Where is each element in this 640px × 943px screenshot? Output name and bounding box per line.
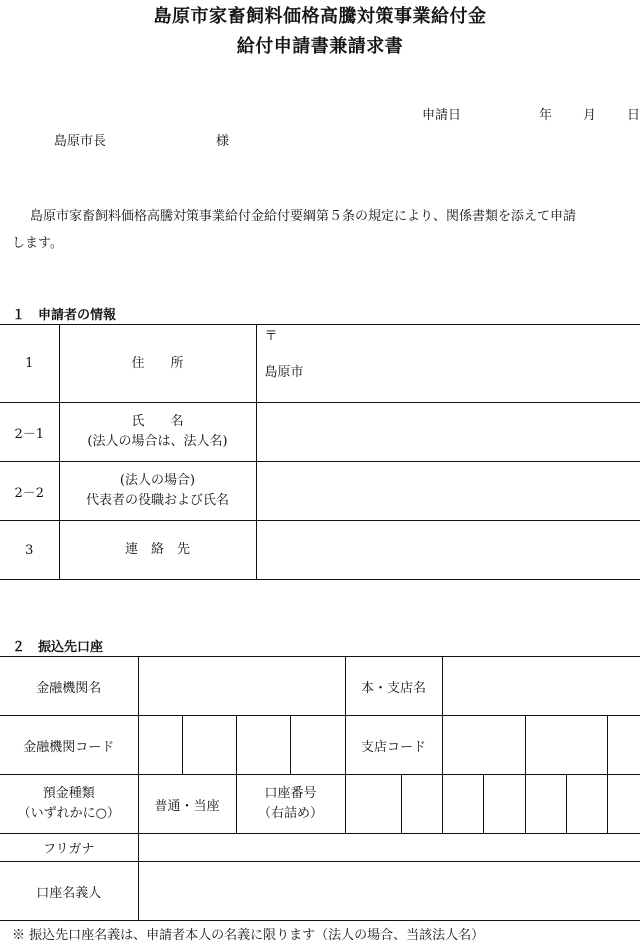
section2-heading: ２ 振込先口座 [12, 636, 103, 655]
footnote: ※ 振込先口座名義は、申請者本人の名義に限ります（法人の場合、当該法人名） [12, 924, 484, 943]
table-row [0, 657, 640, 716]
table-row [0, 716, 640, 775]
addressee-name: 島原市長 [54, 130, 106, 149]
contact-label-text: 連 絡 先 [60, 540, 256, 560]
account-number-digit-4[interactable] [483, 775, 525, 834]
name-label-line2: (法人の場合は、法人名) [60, 432, 256, 452]
furigana-label: フリガナ [0, 834, 138, 862]
bank-code-digit-2[interactable] [182, 716, 236, 775]
form-title-line2: 給付申請書兼請求書 [0, 32, 640, 58]
form-title-line1: 島原市家畜飼料価格高騰対策事業給付金 [0, 2, 640, 28]
name-label [59, 403, 256, 462]
account-number-digit-6[interactable] [566, 775, 607, 834]
bank-code-digit-4[interactable] [290, 716, 345, 775]
branch-name-field[interactable] [442, 657, 640, 716]
date-day-label: 日 [627, 104, 640, 123]
postal-mark: 〒 [265, 325, 640, 345]
body-text-line1: 島原市家畜飼料価格高騰対策事業給付金給付要綱第５条の規定により、関係書類を添えて申請 [30, 205, 576, 224]
body-text-line2: します。 [12, 232, 63, 251]
representative-field[interactable] [256, 462, 640, 521]
name-label-line1: 氏 名 [60, 412, 256, 432]
representative-label [59, 462, 256, 521]
row-number: 2－2 [0, 462, 59, 521]
bank-name-field[interactable] [138, 657, 345, 716]
deposit-type-label [0, 775, 138, 834]
name-field[interactable] [256, 403, 640, 462]
account-number-digit-1[interactable] [345, 775, 401, 834]
deposit-type-options[interactable]: 普通・当座 [138, 775, 236, 834]
account-number-label [236, 775, 345, 834]
section1-heading: １ 申請者の情報 [12, 304, 116, 323]
furigana-field[interactable] [138, 834, 640, 862]
row-number: 2－1 [0, 403, 59, 462]
address-city: 島原市 [265, 345, 640, 381]
table-row [0, 862, 640, 921]
row-number: 1 [0, 325, 59, 403]
contact-field[interactable] [256, 521, 640, 580]
addressee-honorific: 様 [216, 130, 229, 149]
address-label [59, 325, 256, 403]
branch-code-digit-3[interactable] [607, 716, 640, 775]
account-number-digit-5[interactable] [525, 775, 566, 834]
applicant-info-table [0, 324, 640, 580]
account-number-digit-2[interactable] [401, 775, 442, 834]
representative-label-line1: (法人の場合) [60, 471, 256, 491]
branch-name-label: 本・支店名 [345, 657, 442, 716]
branch-code-label: 支店コード [345, 716, 442, 775]
application-date-label: 申請日 [422, 104, 461, 123]
deposit-type-label-line1: 預金種類 [0, 784, 138, 804]
bank-code-label: 金融機関コード [0, 716, 138, 775]
table-row [0, 462, 640, 521]
row-number: 3 [0, 521, 59, 580]
address-field[interactable] [256, 325, 640, 403]
deposit-type-label-line2: （いずれかに○） [0, 804, 138, 824]
date-year-label: 年 [539, 104, 552, 123]
table-row [0, 325, 640, 403]
table-row [0, 775, 640, 834]
account-number-digit-3[interactable] [442, 775, 483, 834]
bank-name-label: 金融機関名 [0, 657, 138, 716]
account-holder-field[interactable] [138, 862, 640, 921]
bank-code-digit-1[interactable] [138, 716, 182, 775]
date-month-label: 月 [583, 104, 596, 123]
bank-account-table [0, 656, 640, 921]
account-number-label-line2: （右詰め） [237, 804, 345, 824]
table-row [0, 834, 640, 862]
bank-code-digit-3[interactable] [236, 716, 290, 775]
branch-code-digit-1[interactable] [442, 716, 525, 775]
account-number-digit-7[interactable] [607, 775, 640, 834]
table-row [0, 521, 640, 580]
table-row [0, 403, 640, 462]
contact-label [59, 521, 256, 580]
address-label-text: 住 所 [60, 354, 256, 374]
branch-code-digit-2[interactable] [525, 716, 607, 775]
account-number-label-line1: 口座番号 [237, 784, 345, 804]
account-holder-label: 口座名義人 [0, 862, 138, 921]
representative-label-line2: 代表者の役職および氏名 [60, 491, 256, 511]
